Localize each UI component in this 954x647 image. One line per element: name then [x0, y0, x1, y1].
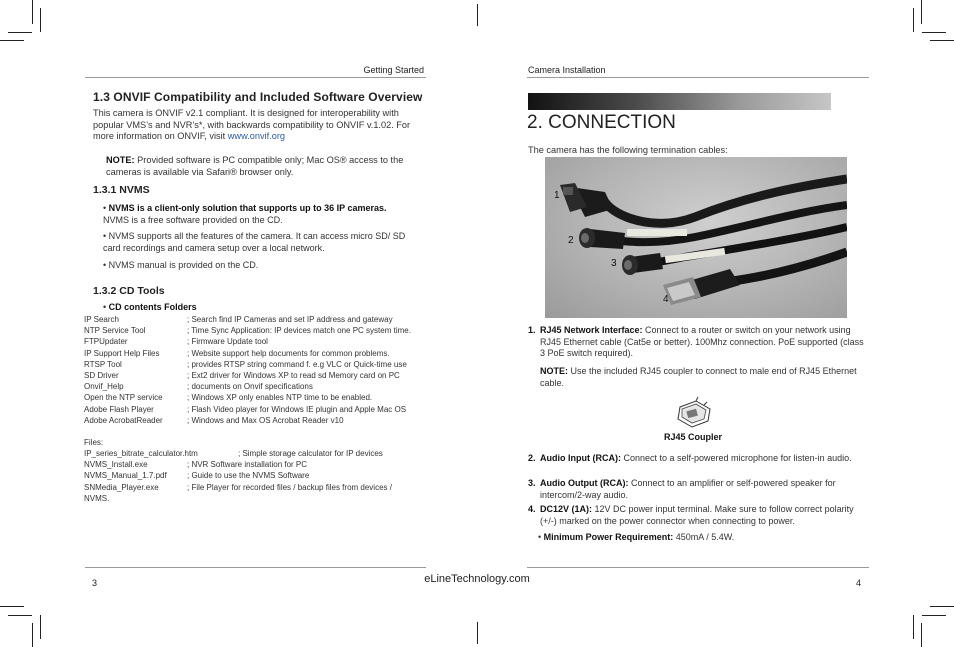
- item-text: [540, 453, 870, 465]
- file-desc: ; NVR Software installation for PC: [187, 460, 308, 470]
- crop-mark: [40, 615, 41, 639]
- rca-input-connector-icon: [579, 228, 625, 249]
- crop-mark: [8, 32, 32, 33]
- tool-desc: ; Time Sync Application: IP devices match one PC system time.: [187, 326, 411, 336]
- rj45-connector-icon: [560, 183, 613, 217]
- crop-mark: [477, 4, 478, 26]
- onvif-link[interactable]: www.onvif.org: [227, 131, 285, 141]
- header-rule: [527, 77, 869, 78]
- item-text: [540, 504, 870, 527]
- tool-desc: ; Website support help documents for common problems.: [187, 348, 390, 358]
- photo-label: 3: [611, 258, 617, 269]
- cd-contents-label: CD contents Folders: [108, 302, 197, 312]
- tool-desc: ; Windows XP only enables NTP time to be enabled.: [187, 393, 373, 403]
- note-label: NOTE:: [540, 366, 568, 376]
- cables-illustration: [545, 157, 847, 318]
- page-number: 4: [856, 578, 862, 588]
- crop-mark: [930, 40, 954, 41]
- item-desc: 12V DC power input terminal. Make sure to follow correct polarity (+/-) marked on the power connector when connecting to power.: [540, 504, 854, 526]
- crop-mark: [32, 0, 33, 24]
- crop-mark: [922, 32, 946, 33]
- chapter-title: 2. CONNECTION: [527, 112, 676, 133]
- bullet-icon: •: [103, 203, 107, 213]
- gradient-banner: [528, 93, 831, 110]
- file-name: SNMedia_Player.exe: [84, 482, 159, 492]
- rca-output-connector-icon: [622, 253, 663, 275]
- tool-desc: ; provides RTSP string command f. e.g VLC or Quick-time use: [187, 359, 407, 369]
- nvms-bullet: [103, 203, 403, 226]
- connection-item: [528, 453, 870, 477]
- note-paragraph: [106, 155, 426, 178]
- item-text: [540, 478, 870, 501]
- tool-name: Open the NTP service: [84, 393, 163, 403]
- page-number: 3: [92, 578, 98, 588]
- connection-item: [528, 325, 870, 361]
- item-desc: Connect to a self-powered microphone for listen-in audio.: [620, 453, 852, 463]
- crop-mark: [0, 606, 24, 607]
- page-header: Camera Installation: [528, 65, 606, 75]
- section-title: 1.3 ONVIF Compatibility and Included Software Overview: [93, 90, 423, 104]
- connection-item: [528, 504, 870, 528]
- crop-mark: [921, 623, 922, 647]
- min-power-value: 450mA / 5.4W.: [673, 532, 735, 542]
- tool-name: FTPUpdater: [84, 337, 128, 347]
- crop-mark: [922, 615, 946, 616]
- crop-mark: [0, 40, 24, 41]
- file-name: IP_series_bitrate_calculator.htm: [84, 449, 198, 458]
- item-text: [540, 325, 870, 360]
- footer-rule: [527, 567, 869, 568]
- item-label: DC12V (1A):: [540, 504, 593, 514]
- photo-label: 4: [663, 294, 669, 305]
- rj45-coupler-icon: [674, 395, 714, 429]
- nvms-bullet: [103, 260, 403, 272]
- cd-contents-bullet: [103, 302, 197, 314]
- note-text: Provided software is PC compatible only; Mac OS® access to the cameras is available via Safari® browser only.: [106, 155, 404, 177]
- coupler-caption: RJ45 Coupler: [664, 432, 723, 442]
- file-name: NVMS_Install.exe: [84, 460, 148, 470]
- footer-website: eLineTechnology.com: [424, 573, 530, 585]
- item-number: 1.: [528, 325, 536, 335]
- crop-mark: [913, 615, 914, 639]
- crop-mark: [930, 606, 954, 607]
- file-name: NVMS.: [84, 493, 110, 503]
- crop-mark: [32, 623, 33, 647]
- intro-text: This camera is ONVIF v2.1 compliant. It is designed for interoperability with popular VMS’s and NVR’s*, with backwards compatibility to ONVIF v.1.02. For more information on ONVIF, visit: [93, 108, 411, 141]
- item-desc: Connect to an amplifier or self-powered speaker for intercom/2-way audio.: [540, 478, 836, 500]
- item-label: Audio Input (RCA):: [540, 453, 621, 463]
- crop-mark: [40, 8, 41, 32]
- bullet-icon: •: [538, 532, 542, 542]
- cd-tools-heading: 1.3.2 CD Tools: [93, 285, 165, 297]
- intro-text: The camera has the following termination cables:: [528, 145, 728, 155]
- min-power-label: Minimum Power Requirement:: [543, 532, 674, 542]
- item-label: Audio Output (RCA):: [540, 478, 629, 488]
- file-desc: ; Simple storage calculator for IP devices: [238, 449, 383, 458]
- tool-name: NTP Service Tool: [84, 326, 146, 336]
- tool-desc: ; Windows and Max OS Acrobat Reader v10: [187, 415, 344, 425]
- tool-desc: ; Search find IP Cameras and set IP address and gateway: [187, 315, 393, 324]
- bullet-icon: •: [103, 231, 107, 241]
- photo-label: 2: [568, 235, 574, 246]
- files-label: Files:: [84, 438, 104, 447]
- file-desc: ; File Player for recorded files / backup files from devices /: [187, 482, 392, 492]
- photo-label: 1: [554, 190, 560, 201]
- nvms-heading: 1.3.1 NVMS: [93, 184, 150, 196]
- crop-mark: [8, 615, 32, 616]
- connection-note: [540, 366, 860, 389]
- item-number: 3.: [528, 478, 536, 488]
- tool-name: RTSP Tool: [84, 359, 122, 369]
- tool-name: IP Search: [84, 315, 119, 324]
- tool-desc: ; Ext2 driver for Windows XP to read sd Memory card on PC: [187, 371, 400, 380]
- tool-name: Adobe AcrobatReader: [84, 415, 163, 425]
- tool-desc: ; Flash Video player for Windows IE plugin and Apple Mac OS: [187, 404, 407, 414]
- file-desc: ; Guide to use the NVMS Software: [187, 471, 310, 481]
- cable-label: [627, 229, 687, 236]
- cd-contents-table: [84, 314, 434, 426]
- bullet-icon: •: [103, 260, 107, 270]
- tool-name: SD Driver: [84, 371, 119, 380]
- intro-paragraph: [93, 108, 429, 143]
- files-table: [84, 448, 434, 506]
- page-header: Getting Started: [363, 65, 424, 75]
- min-power-bullet: [538, 532, 858, 544]
- nvms-bullet: [103, 231, 423, 254]
- nvms-bullet-text: NVMS is a free software provided on the CD.: [103, 214, 283, 225]
- tool-desc: ; Firmware Update tool: [187, 337, 268, 347]
- footer-rule: [85, 567, 426, 568]
- crop-mark: [477, 622, 478, 644]
- tool-desc: ; documents on Onvif specifications: [187, 382, 313, 392]
- header-rule: [85, 77, 426, 78]
- file-name: NVMS_Manual_1.7.pdf: [84, 471, 167, 481]
- connection-item: [528, 478, 870, 502]
- tool-name: Onvif_Help: [84, 382, 124, 392]
- note-text: Use the included RJ45 coupler to connect to male end of RJ45 Ethernet cable.: [540, 366, 857, 388]
- nvms-bullet-text: NVMS manual is provided on the CD.: [108, 260, 259, 270]
- cable-photo: [545, 157, 847, 318]
- dc-power-connector-icon: [663, 269, 740, 305]
- tool-name: Adobe Flash Player: [84, 404, 154, 414]
- item-number: 2.: [528, 453, 536, 463]
- bullet-icon: •: [103, 302, 107, 312]
- crop-mark: [921, 0, 922, 24]
- crop-mark: [913, 8, 914, 32]
- item-number: 4.: [528, 504, 536, 514]
- nvms-bullet-bold: NVMS is a client-only solution that supports up to 36 IP cameras.: [108, 203, 387, 213]
- cable-label: [665, 248, 725, 263]
- note-label: NOTE:: [106, 155, 135, 165]
- tool-name: IP Support Help Files: [84, 348, 160, 358]
- item-desc: Connect to a router or switch on your network using RJ45 Ethernet cable (Cat5e or better). 100Mhz connection. PoE supported (class 3 PoE switch required).: [540, 325, 864, 358]
- item-label: RJ45 Network Interface:: [540, 325, 643, 335]
- nvms-bullet-text: NVMS supports all the features of the camera. It can access micro SD/ SD card recordings and camera setup over a local network.: [103, 231, 406, 253]
